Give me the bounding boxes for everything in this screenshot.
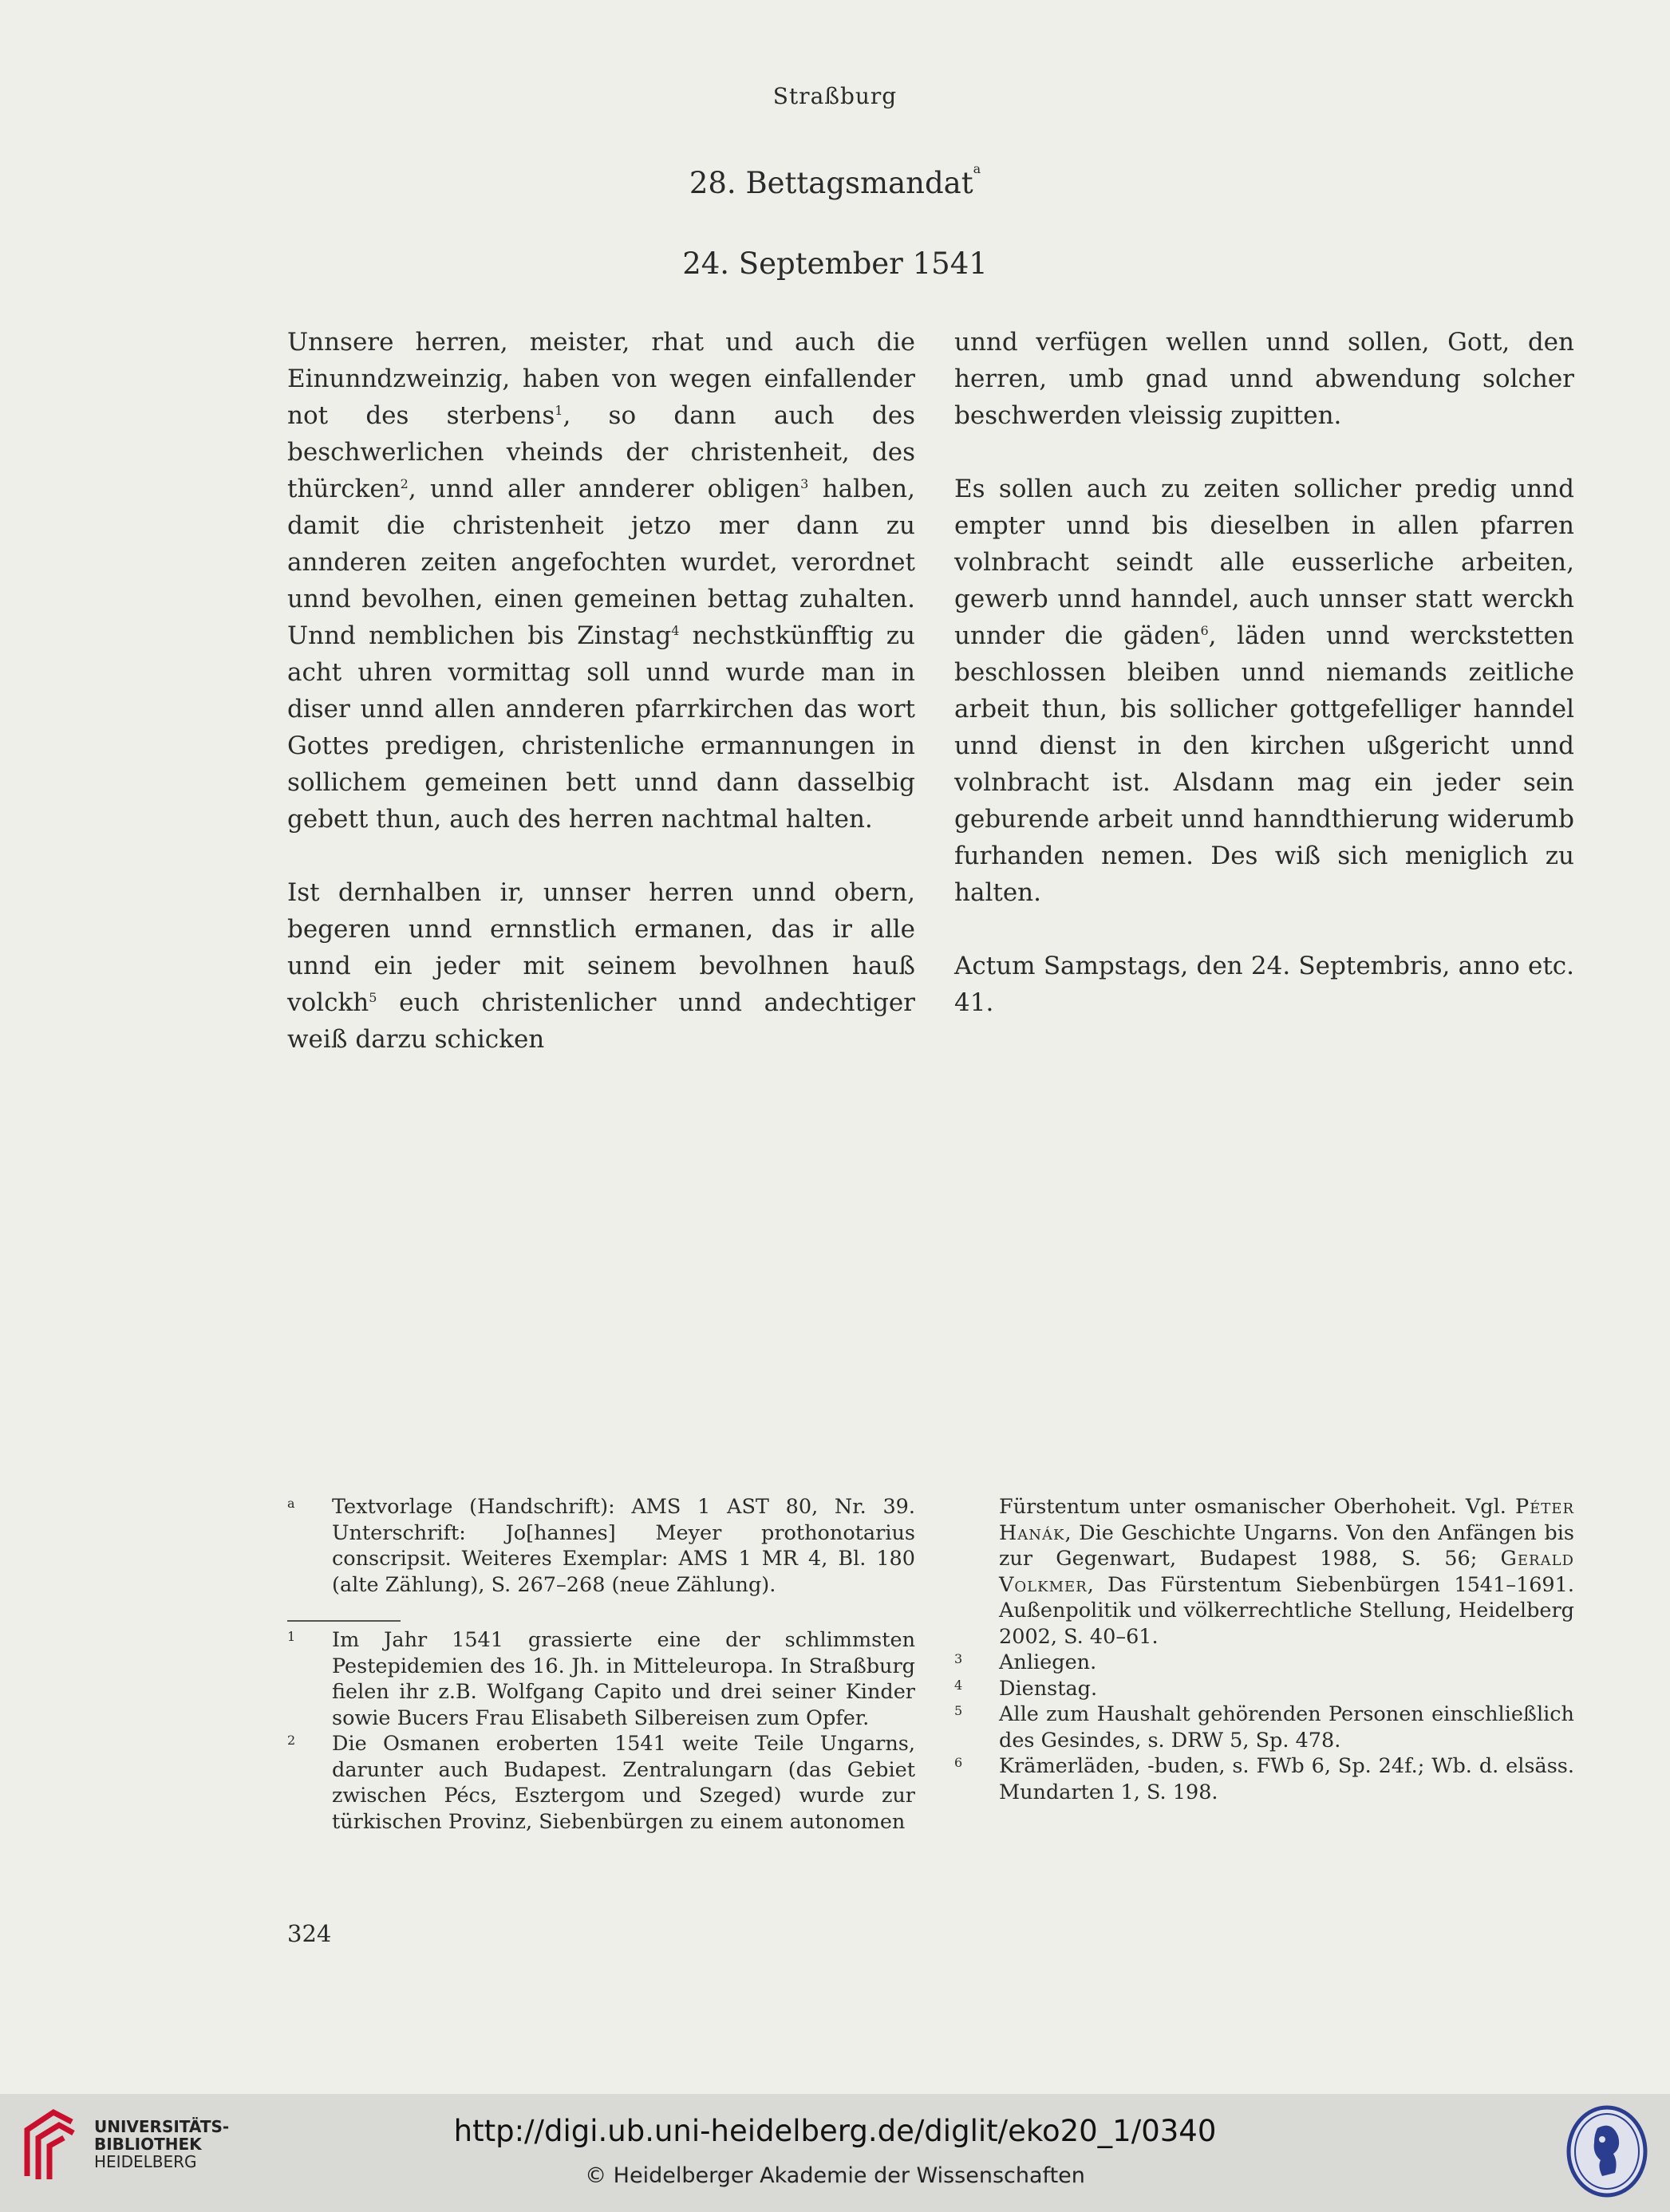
- permalink-url[interactable]: http://digi.ub.uni-heidelberg.de/diglit/eko20_1/0340: [453, 2114, 1217, 2148]
- paragraph: unnd verfügen wellen unnd sollen, Gott, den herren, umb gnad unnd abwendung solcher beschwerden vleissig zupitten.: [954, 328, 1574, 430]
- footnotes-left: [287, 1494, 915, 1835]
- paragraph: Ist dernhalben ir, unnser herren unnd obern, begeren unnd ernnstlich ermanen, das ir alle unnd ein jeder mit seinem bevolhnen hauß volckh$^5$ euch christenlicher unnd andechtiger weiß darzu schicken: [287, 878, 915, 1054]
- date-line: Actum Sampstags, den 24. Septembris, anno etc. 41.: [954, 952, 1574, 1017]
- footnote: 2 Die Osmanen eroberten 1541 weite Teile Ungarns, darunter auch Budapest. Zentralungarn (das Gebiet zwischen Pécs, Esztergom und Szeged) wurde zur türkischen Provinz, Siebenbürgen zu einem autonomen: [287, 1732, 915, 1834]
- footnote: 6 Krämerläden, -buden, s. FWb 6, Sp. 24f.; Wb. d. elsäss. Mundarten 1, S. 198.: [954, 1754, 1574, 1804]
- footer-bar: [0, 2094, 1670, 2212]
- footnote: 3 Anliegen.: [954, 1650, 1097, 1674]
- right-column: [954, 324, 1574, 1058]
- left-column: [287, 324, 915, 1094]
- footnote: 1 Im Jahr 1541 grassierte eine der schlimmsten Pestepidemien des 16. Jh. in Mitteleuropa. In Straßburg fielen ihr z.B. Wolfgang Capito und drei seiner Kinder sowie Bucers Frau Elisabeth Silbereisen zum Opfer.: [287, 1628, 915, 1730]
- paragraph: Es sollen auch zu zeiten sollicher predig unnd empter unnd bis dieselben in allen pfarren volnbracht seindt alle eusserliche arbeiten, gewerb unnd hanndel, auch unnser statt werckh unnder die gäden$^6$, läden unnd werckstetten beschlossen bleiben unnd niemands zeitliche arbeit thun, bis sollicher gottgefelliger hanndel unnd dienst in den kirchen ußgericht unnd volnbracht ist. Alsdann mag ein jeder sein geburende arbeit unnd hanndthierung widerumb furhanden nemen. Des wiß sich meniglich zu halten.: [954, 475, 1574, 907]
- document-title: 28. Bettagsmandat$^a$: [689, 161, 981, 200]
- running-title: Straßburg: [772, 83, 898, 109]
- footnote: 4 Dienstag.: [954, 1676, 1098, 1701]
- footnote-rule: [287, 1620, 401, 1622]
- footnote: a Textvorlage (Handschrift): AMS 1 AST 80, Nr. 39. Unterschrift: Jo[hannes] Meyer prothonotarius conscripsit. Weiteres Exemplar: AMS 1 MR 4, Bl. 180 (alte Zählung), S. 267–268 (neue Zählung).: [287, 1495, 915, 1597]
- library-name: UNIVERSITÄTS- BIBLIOTHEK HEIDELBERG: [94, 2117, 230, 2171]
- footnotes-right: [954, 1494, 1574, 1805]
- document-date: 24. September 1541: [682, 246, 988, 281]
- paragraph: Unnsere herren, meister, rhat und auch die Einunndzweinzig, haben von wegen einfallender not des sterbens$^1$, so dann auch des beschwerlichen vheinds der christenheit, des thürcken$^2$, unnd aller annderer obligen$^3$ halben, damit die christenheit jetzo mer dann zu annderen zeiten angefochten wurdet, verordnet unnd bevolhen, einen gemeinen bettag zuhalten. Unnd nemblichen bis Zinstag$^4$ nechstkünfftig zu acht uhren vormittag soll unnd wurde man in diser unnd allen annderen pfarrkirchen das wort Gottes predigen, christenliche ermannungen in sollichem gemeinen bett unnd dann dasselbig gebett thun, auch des herren nachtmal halten.: [287, 328, 916, 834]
- page-number: 324: [287, 1920, 332, 1947]
- footnote: 5 Alle zum Haushalt gehörenden Personen einschließlich des Gesindes, s. DRW 5, Sp. 478.: [954, 1702, 1574, 1753]
- academy-seal-icon: [1565, 2104, 1648, 2198]
- copyright-text: © Heidelberger Akademie der Wissenschaften: [585, 2163, 1085, 2188]
- footnote-continued: Fürstentum unter osmanischer Oberhoheit. Vgl. Péter Hanák, Die Geschichte Ungarns. Von den Anfängen bis zur Gegenwart, Budapest 1988, S. 56; Gerald Volkmer, Das Fürstentum Siebenbürgen 1541–1691. Außenpolitik und völkerrechtliche Stellung, Heidelberg 2002, S. 40–61.: [999, 1495, 1574, 1649]
